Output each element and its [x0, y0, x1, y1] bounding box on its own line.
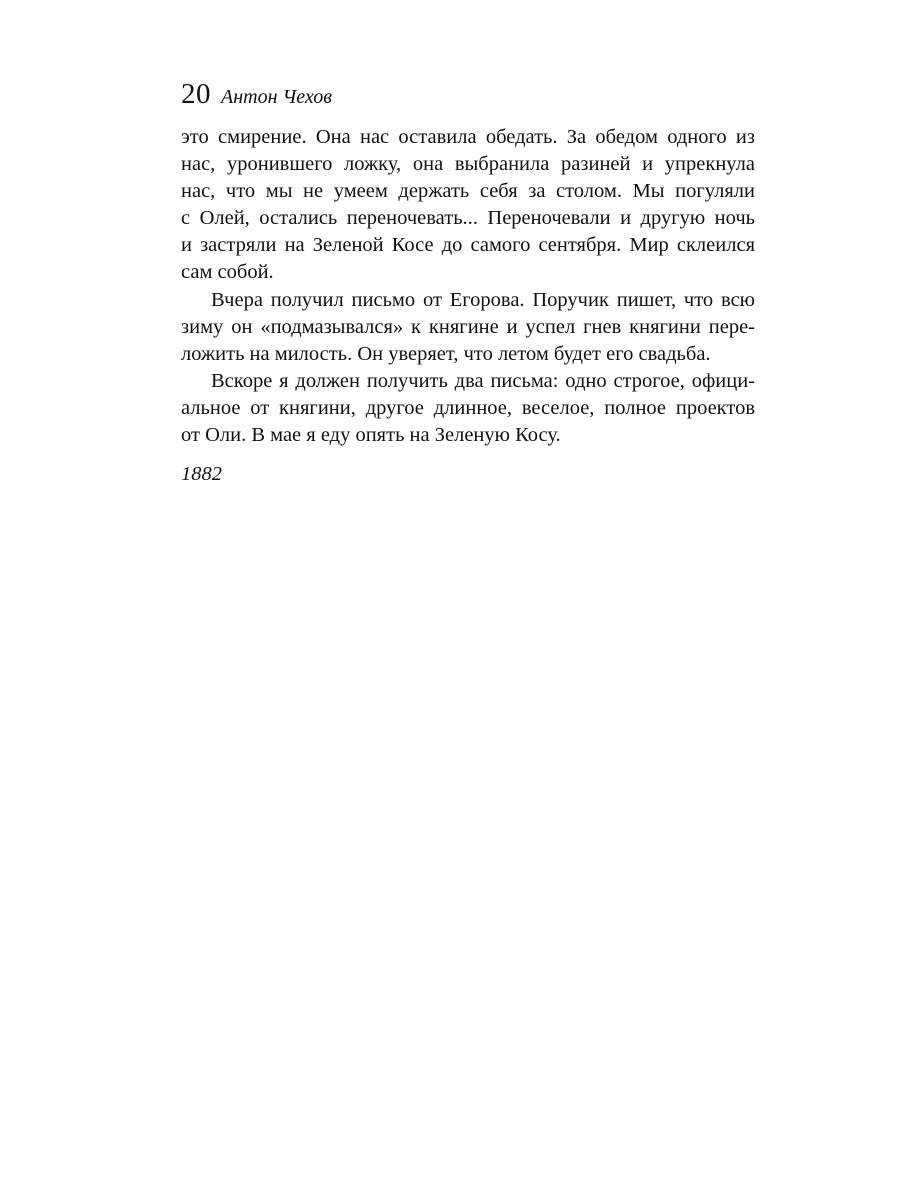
- text-line: от Оли. В мае я еду опять на Зеленую Косу.: [181, 424, 561, 447]
- text-line: сам собой.: [181, 261, 274, 284]
- text-line: ложить на милость. Он уверяет, что летом будет его свадьба.: [181, 342, 711, 365]
- text-line: Вчера получил письмо от Егорова. Поручик пишет, что всю: [211, 288, 755, 311]
- paragraph: [181, 124, 755, 287]
- page-number: 20: [181, 78, 211, 110]
- text-line: и застряли на Зеленой Косе до самого сентября. Мир склеился: [181, 234, 755, 257]
- text-line: это смирение. Она нас оставила обедать. За обедом одного из: [181, 126, 755, 148]
- text-line: нас, уронившего ложку, она выбранила разиней и упрекнула: [181, 153, 755, 176]
- running-head-author: Антон Чехов: [221, 86, 332, 108]
- date-line: 1882: [181, 463, 222, 485]
- paragraph: [181, 368, 755, 449]
- text-line: с Олей, остались переночевать... Переночевали и другую ночь: [181, 207, 755, 230]
- text-line: Вскоре я должен получить два письма: одно строгое, офици-: [211, 369, 755, 392]
- paragraph: [181, 287, 755, 368]
- text-line: альное от княгини, другое длинное, веселое, полное проектов: [181, 396, 755, 419]
- text-line: нас, что мы не умеем держать себя за столом. Мы погуляли: [181, 180, 755, 203]
- text-block: [181, 124, 755, 449]
- text-line: зиму он «подмазывался» к княгине и успел гнев княгини пере-: [181, 315, 755, 338]
- running-head: [181, 74, 332, 119]
